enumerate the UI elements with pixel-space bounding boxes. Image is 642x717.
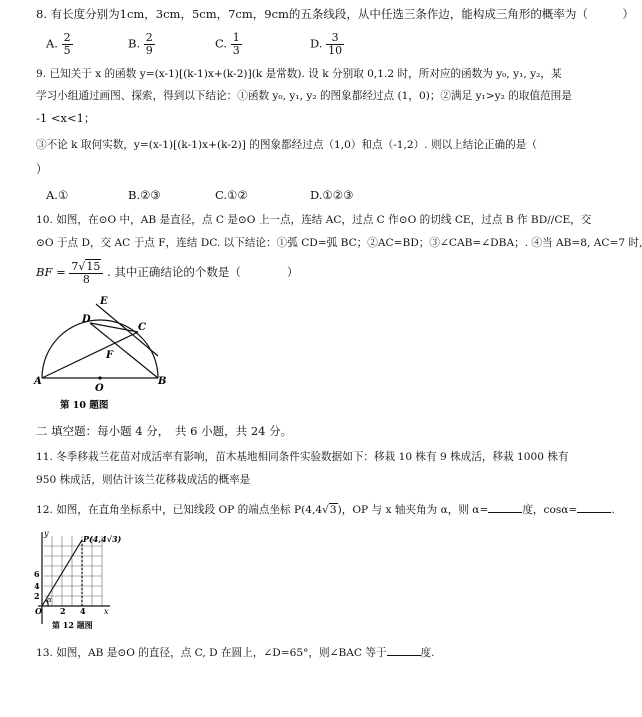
- q8-option-c-label: C.: [215, 36, 228, 51]
- q9-line-1: 9. 已知关于 x 的函数 y=(x-1)[(k-1)x+(k-2)](k 是常数). 设 k 分别取 0,1.2 时，所对应的函数为 y₀, y₁, y₂，某: [36, 68, 562, 80]
- q10-chord-dc: [90, 323, 138, 332]
- q11-line-1: 11. 冬季移栽兰花苗对成活率有影响，苗木基地相同条件实验数据如下：移栽 10 株有 9 株成活，移栽 1000 株有: [36, 451, 569, 463]
- q13-stem-text: 13. 如图，AB 是⊙O 的直径，点 C, D 在圆上，∠D=65°，则∠BAC 等于: [36, 647, 387, 659]
- q12-stem-post: )，OP 与 x 轴夹角为 α，则 α=: [337, 504, 489, 516]
- q12-angle-label: α: [47, 596, 52, 604]
- q12-y-tick-2: 2: [34, 591, 40, 601]
- q8-option-b[interactable]: [128, 32, 155, 57]
- q8-option-a[interactable]: [46, 32, 73, 57]
- q12-stem-radicand: 3: [329, 504, 337, 516]
- q12-y-tick-6: 6: [34, 569, 40, 579]
- q10-label-a: A: [34, 376, 42, 387]
- q12-figure: [34, 528, 124, 632]
- q10-bf-fraction: $\frac{7√15}{8}$: [69, 261, 103, 286]
- q8-option-d[interactable]: [310, 32, 344, 57]
- q10-label-o: O: [95, 383, 104, 394]
- q12-x-tick-4: 4: [80, 606, 86, 616]
- q9-option-d[interactable]: D.①②③: [310, 188, 354, 202]
- q9-option-b[interactable]: B.②③: [128, 188, 161, 202]
- q12-point-label: P(4,4√3): [83, 534, 122, 544]
- q8-option-b-fraction: $\frac{2}{9}$: [145, 31, 153, 57]
- q10-line-1: 10. 如图，在⊙O 中，AB 是直径，点 C 是⊙O 上一点，连结 AC，过点 C 作⊙O 的切线 CE，过点 B 作 BD//CE，交: [36, 214, 592, 226]
- q9-line-4: ③不论 k 取何实数，y=(x-1)[(k-1)x+(k-2)] 的图象都经过点（1,0）和点（-1,2）. 则以上结论正确的是（: [36, 139, 537, 151]
- q10-label-c: C: [138, 322, 146, 333]
- q13-answer-blank[interactable]: [387, 643, 421, 656]
- q8-option-a-fraction: $\frac{2}{5}$: [63, 31, 71, 57]
- q12-cos-blank[interactable]: [577, 500, 611, 513]
- q11-line-2: 950 株成活，则估计该兰花移栽成活的概率是: [36, 474, 251, 486]
- q10-figure-caption: 第 10 题图: [60, 400, 109, 411]
- q9-line-3: -1 <x<1；: [36, 111, 96, 125]
- q9-line-2: 学习小组通过画图、探索，得到以下结论：①函数 y₀, y₁, y₂ 的图象都经过点 (1，0)；②满足 y₁>y₂ 的取值范围是: [36, 90, 572, 102]
- q10-figure: [34, 292, 167, 414]
- q10-label-f: F: [106, 350, 114, 361]
- q12-stem-end: .: [611, 504, 615, 516]
- q10-line-3: [36, 258, 298, 286]
- q12-y-tick-4: 4: [34, 581, 40, 591]
- q9-option-c[interactable]: C.①②: [215, 188, 248, 202]
- section-2-heading: 二 填空题：每小题 4 分， 共 6 小题，共 24 分。: [36, 424, 293, 438]
- q10-line-2: ⊙O 于点 D，交 AC 于点 F，连结 DC. 以下结论：①弧 CD=弧 BC；②AC=BD；③∠CAB=∠DBA；. ④当 AB=8, AC=7 时,: [36, 237, 642, 249]
- q12-axis-x-label: x: [104, 607, 109, 616]
- q12-axis-y-label: y: [44, 529, 49, 538]
- q12-stem-pre: 12. 如图，在直角坐标系中，已知线段 OP 的端点坐标 P(4,4: [36, 504, 323, 516]
- q8-option-b-label: B.: [128, 36, 141, 51]
- q8-option-a-label: A.: [46, 36, 58, 51]
- q12-stem: 12. 如图，在直角坐标系中，已知线段 OP 的端点坐标 P(4,4√3)，OP 与 x 轴夹角为 α，则 α= 度，cosα= .: [36, 500, 615, 518]
- q8-option-d-label: D.: [310, 36, 323, 51]
- q12-x-tick-2: 2: [60, 606, 66, 616]
- q10-label-d: D: [82, 314, 91, 325]
- q12-stem-mid: 度，cosα=: [522, 504, 578, 516]
- q13-stem-end: 度.: [420, 647, 435, 659]
- q9-line-5: ）: [36, 162, 48, 176]
- q13-stem: [36, 643, 435, 661]
- q10-tail: . 其中正确结论的个数是（ ）: [107, 265, 299, 279]
- q8-option-d-fraction: $\frac{3}{10}$: [328, 31, 343, 57]
- q8-option-c-fraction: $\frac{1}{3}$: [232, 31, 240, 57]
- q10-bf-label: BF =: [36, 265, 66, 279]
- q12-alpha-blank[interactable]: [488, 500, 522, 513]
- q8-option-c[interactable]: [215, 32, 242, 57]
- q9-option-a[interactable]: A.①: [46, 188, 69, 202]
- q10-label-e: E: [100, 296, 108, 307]
- q10-center-dot: [98, 376, 101, 379]
- q12-figure-caption: 第 12 题图: [52, 620, 93, 630]
- q12-origin-label: O: [35, 606, 42, 616]
- q10-label-b: B: [158, 376, 167, 387]
- q8-stem: 8. 有长度分别为1cm，3cm，5cm，7cm，9cm的五条线段，从中任选三条作边，能构成三角形的概率为（ ）: [36, 7, 634, 21]
